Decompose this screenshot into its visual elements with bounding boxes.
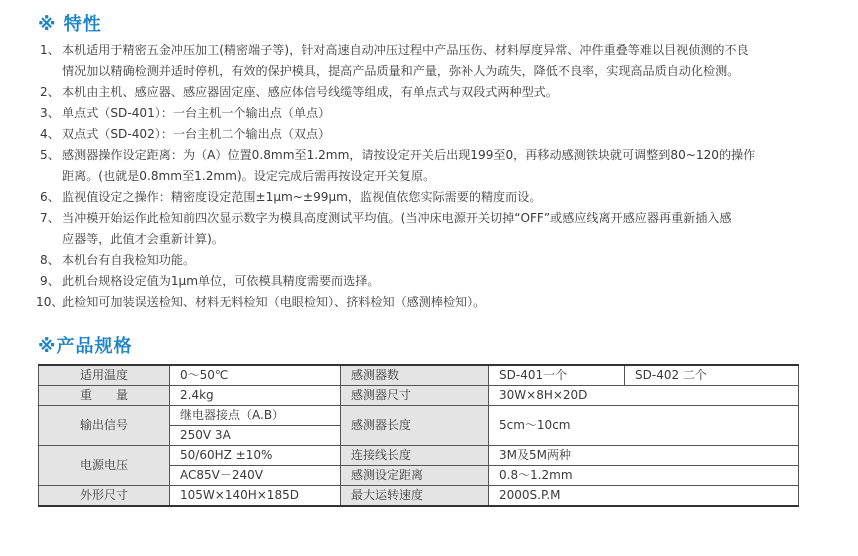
feature-line: 感测器操作设定距离：为（A）位置0.8mm至1.2mm，请按设定开关后出现199至0，再移动感测铁块就可调整到80~120的操作 bbox=[62, 148, 756, 162]
spec-label: 最大运转速度 bbox=[341, 486, 489, 507]
feature-item bbox=[40, 145, 830, 187]
feature-item bbox=[40, 124, 830, 145]
feature-line: 双点式（SD-402）：一台主机二个输出点（双点） bbox=[62, 127, 331, 141]
feature-line: 监视值设定之操作：精密度设定范围±1μm~±99μm，监视值依您实际需要的精度而设。 bbox=[62, 190, 542, 204]
feature-line: 此检知可加装误送检知、材料无料检知（电眼检知）、挤料检知（感测棒检知）。 bbox=[62, 295, 486, 309]
spec-value: 50/60HZ ±10% bbox=[170, 446, 341, 466]
spec-label: 输出信号 bbox=[39, 406, 170, 446]
feature-line: 应器等，此值才会重新计算)。 bbox=[62, 232, 224, 246]
feature-item bbox=[40, 250, 830, 271]
feature-number: 10、 bbox=[36, 295, 64, 309]
feature-number: 5、 bbox=[40, 148, 60, 162]
spec-value: 2.4kg bbox=[170, 386, 341, 406]
feature-item bbox=[36, 292, 830, 313]
spec-label: 感测器数 bbox=[341, 365, 489, 386]
table-row bbox=[39, 406, 799, 426]
spec-value: 3M及5M两种 bbox=[489, 446, 799, 466]
feature-item bbox=[40, 271, 830, 292]
spec-label: 外形尺寸 bbox=[39, 486, 170, 507]
spec-label: 适用温度 bbox=[39, 365, 170, 386]
feature-line: 情况加以精确检测并适时停机，有效的保护模具，提高产品质量和产量，弥补人为疏失，降低不良率，实现高品质自动化检测。 bbox=[62, 64, 740, 78]
feature-line: 本机由主机、感应器、感应器固定座、感应体信号线缆等组成，有单点式与双段式两种型式。 bbox=[62, 85, 558, 99]
feature-number: 2、 bbox=[40, 85, 60, 99]
feature-number: 6、 bbox=[40, 190, 60, 204]
feature-line: 当冲模开始运作此检知前四次显示数字为模具高度测试平均值。(当冲床电源开关切掉“OFF”或感应线离开感应器再重新插入感 bbox=[62, 211, 732, 225]
spec-value: 30W×8H×20D bbox=[489, 386, 799, 406]
spec-value: 2000S.P.M bbox=[489, 486, 799, 507]
spec-value: 250V 3A bbox=[170, 426, 341, 446]
spec-value: SD-402 二个 bbox=[625, 365, 799, 386]
table-row bbox=[39, 486, 799, 507]
spec-value: 0.8～1.2mm bbox=[489, 466, 799, 486]
feature-number: 1、 bbox=[40, 43, 60, 57]
table-row bbox=[39, 386, 799, 406]
features-title: ※ 特性 bbox=[38, 14, 102, 35]
feature-number: 9、 bbox=[40, 274, 60, 288]
spec-label: 感测器尺寸 bbox=[341, 386, 489, 406]
spec-value: AC85V－240V bbox=[170, 466, 341, 486]
feature-number: 3、 bbox=[40, 106, 60, 120]
spec-label: 电源电压 bbox=[39, 446, 170, 486]
feature-line: 距离。(也就是0.8mm至1.2mm)。设定完成后需再按设定开关复原。 bbox=[62, 169, 436, 183]
spec-value: 105W×140H×185D bbox=[170, 486, 341, 507]
table-row bbox=[39, 365, 799, 386]
table-row bbox=[39, 446, 799, 466]
feature-item bbox=[40, 187, 830, 208]
spec-value: SD-401一个 bbox=[489, 365, 625, 386]
feature-number: 4、 bbox=[40, 127, 60, 141]
specs-title: ※产品规格 bbox=[38, 336, 133, 357]
feature-line: 本机台有自我检知功能。 bbox=[62, 253, 196, 267]
feature-number: 8、 bbox=[40, 253, 60, 267]
feature-item bbox=[40, 82, 830, 103]
features-list bbox=[36, 40, 830, 313]
spec-value: 0～50℃ bbox=[170, 365, 341, 386]
feature-line: 此机台规格设定值为1μm单位，可依模具精度需要而选择。 bbox=[62, 274, 380, 288]
spec-table bbox=[38, 364, 799, 507]
feature-number: 7、 bbox=[40, 211, 60, 225]
spec-label: 连接线长度 bbox=[341, 446, 489, 466]
feature-item bbox=[40, 40, 830, 82]
spec-label: 感测设定距离 bbox=[341, 466, 489, 486]
spec-value: 继电器接点（A.B） bbox=[170, 406, 341, 426]
spec-label: 重 量 bbox=[39, 386, 170, 406]
feature-line: 单点式（SD-401）：一台主机一个输出点（单点） bbox=[62, 106, 331, 120]
feature-item bbox=[40, 103, 830, 124]
feature-line: 本机适用于精密五金冲压加工(精密端子等)，针对高速自动冲压过程中产品压伤、材料厚度异常、冲件重叠等难以目视侦测的不良 bbox=[62, 43, 749, 57]
feature-item bbox=[40, 208, 830, 250]
spec-label: 感测器长度 bbox=[341, 406, 489, 446]
spec-value: 5cm～10cm bbox=[489, 406, 799, 446]
